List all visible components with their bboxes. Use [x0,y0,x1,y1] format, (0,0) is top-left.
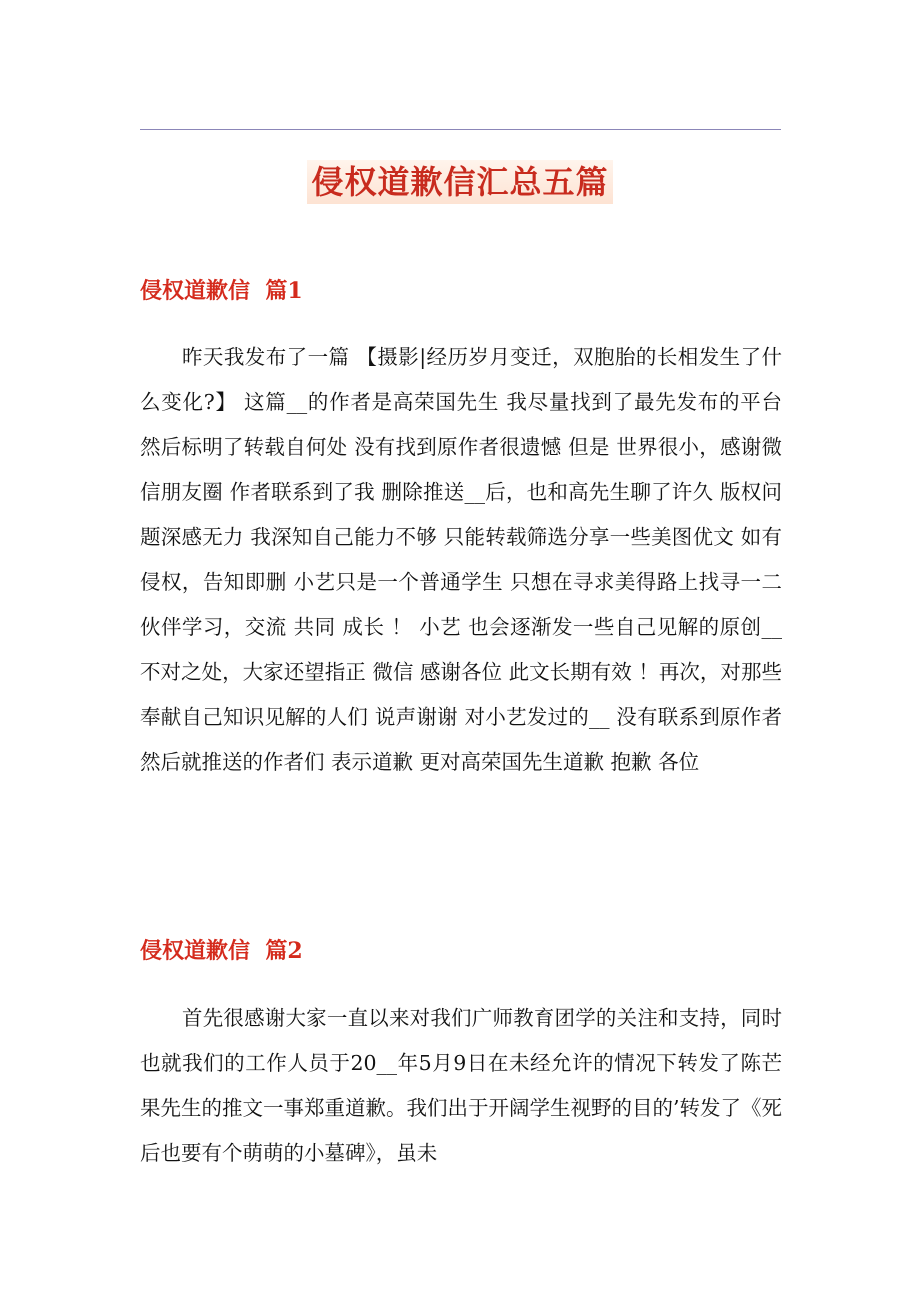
section-paragraph-1: 昨天我发布了一篇 【摄影|经历岁月变迁，双胞胎的长相发生了什么变化?】 这篇__的作者是高荣国先生 我尽量找到了最先发布的平台 然后标明了转载自何处 没有找到原作者很遗憾 但是 世界很小，感谢微信朋友圈 作者联系到了我 删除推送__后，也和高先生聊了许久 版权问题深感无力 我深知自己能力不够 只能转载筛选分享一些美图优文 如有侵权，告知即删 小艺只是一个普通学生 只想在寻求美得路上找寻一二伙伴学习，交流 共同 成长 ！ 小艺 也会逐渐发一些自己见解的原创__ 不对之处，大家还望指正 微信 感谢各位 此文长期有效 ！再次，对那些奉献自己知识见解的人们 说声谢谢 对小艺发过的__ 没有联系到原作者然后就推送的作者们 表示道歉 更对高荣国先生道歉 抱歉 各位 [140,345,782,774]
document-title: 侵权道歉信汇总五篇 [307,160,612,204]
section-heading-2: 侵权道歉信 篇2 [140,938,303,964]
document-title-wrapper [0,160,920,204]
section-heading-1: 侵权道歉信 篇1 [140,278,303,304]
section-paragraph-2: 首先很感谢大家一直以来对我们广师教育团学的关注和支持，同时也就我们的工作人员于20__年5月9日在未经允许的情况下转发了陈芒果先生的推文一事郑重道歉。我们出于开阔学生视野的目的’转发了《死后也要有个萌萌的小墓碑》，虽未 [140,1006,782,1165]
top-divider-line [140,129,781,130]
